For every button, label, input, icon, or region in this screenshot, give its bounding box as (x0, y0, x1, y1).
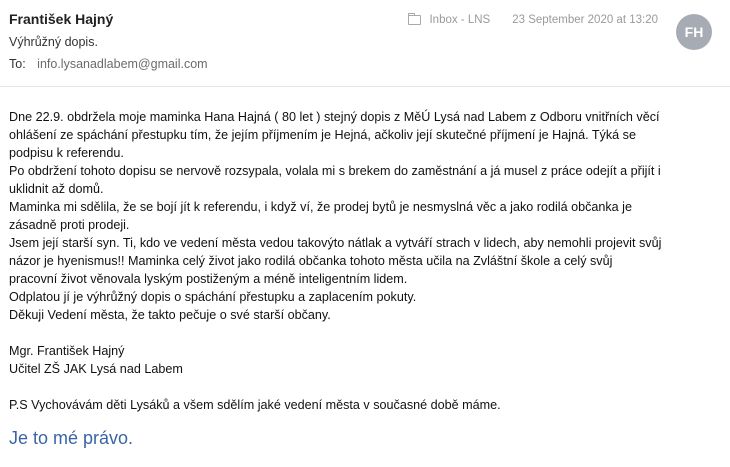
body-line: podpisu k referendu. (9, 146, 124, 160)
message-body (9, 108, 721, 414)
recipient-address[interactable]: info.lysanadlabem@gmail.com (37, 57, 208, 71)
body-line: ohlášení ze spáchání přestupku tím, že jejím příjmením je Hejná, ačkoliv její skutečné příjmení je Hajná. Týká se (9, 128, 636, 142)
mailbox-label[interactable]: Inbox - LNS (429, 14, 491, 26)
postscript: P.S Vychovávám děti Lysáků a všem sdělím jaké vedení města v současné době máme. (9, 398, 501, 412)
body-line: zásadně proti prodeji. (9, 218, 130, 232)
message-subject: Výhrůžný dopis. (9, 35, 98, 49)
body-line: Dne 22.9. obdržela moje maminka Hana Hajná ( 80 let ) stejný dopis z MěÚ Lysá nad Labem z Odboru vnitřních věcí (9, 110, 660, 124)
body-line: Po obdržení tohoto dopisu se nervově rozsypala, volala mi s brekem do zaměstnání a já musel z práce odejít a přijít i (9, 164, 661, 178)
avatar: FH (676, 14, 712, 50)
body-line: uklidnit až domů. (9, 182, 104, 196)
message-date: 23 September 2020 at 13:20 (512, 14, 658, 26)
signature-title: Učitel ZŠ JAK Lysá nad Labem (9, 362, 183, 376)
message-header (0, 0, 730, 86)
body-line: názor je hyenismus!! Maminka celý život jako rodilá občanka tohoto města učila na Zvláštní škole a celý svůj (9, 254, 613, 268)
header-divider (0, 86, 730, 87)
caption-text: Je to mé právo. (9, 428, 134, 448)
body-line: pracovní život věnovala lyským postiženým a méně inteligentním lidem. (9, 272, 408, 286)
spacer (9, 324, 721, 342)
spacer (9, 378, 721, 396)
body-line: Maminka mi sdělila, že se bojí jít k referendu, i když ví, že prodej bytů je nesmyslná věc a jako rodilá občanka je (9, 200, 632, 214)
folder-icon (408, 15, 421, 25)
sender-name[interactable]: František Hajný (9, 11, 114, 27)
recipient-row (9, 57, 208, 71)
to-label: To: (9, 57, 26, 71)
message-meta (408, 14, 658, 26)
signature-name: Mgr. František Hajný (9, 344, 125, 358)
body-line: Jsem její starší syn. Ti, kdo ve vedení města vedou takovýto nátlak a vytváří strach v lidech, aby nemohli projevit svůj (9, 236, 662, 250)
body-line: Děkuji Vedení města, že takto pečuje o své starší občany. (9, 308, 331, 322)
body-line: Odplatou jí je výhrůžný dopis o spáchání přestupku a zaplacením pokuty. (9, 290, 417, 304)
